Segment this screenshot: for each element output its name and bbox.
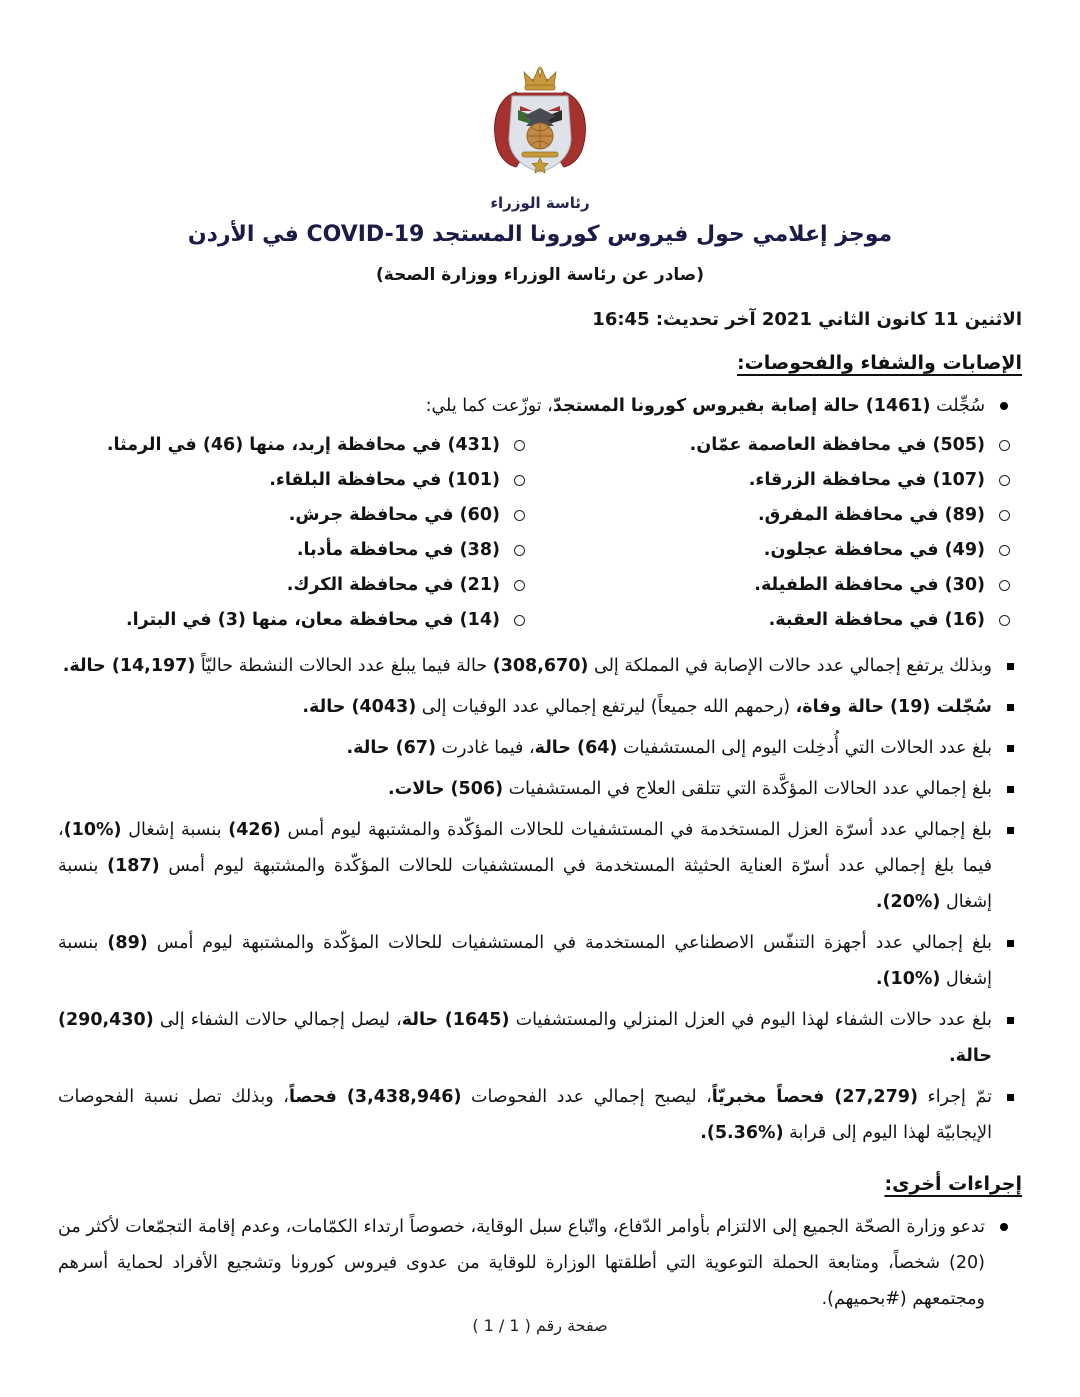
governorate-text: (89) في محافظة المفرق. — [757, 505, 985, 525]
governorate-item — [543, 568, 1022, 603]
date-line: الاثنين 11 كانون الثاني 2021 آخر تحديث: 16:45 — [592, 309, 1022, 330]
square-bullet-icon — [1007, 1094, 1014, 1101]
advisory-text: تدعو وزارة الصحّة الجميع إلى الالتزام بأوامر الدّفاع، واتّباع سبل الوقاية، خصوصاً ارتداء الكمّامات، وعدم إقامة التجمّعات لأكثر من (20) شخصاً، ومتابعة الحملة التوعوية التي أطلقتها الوزارة للوقاية من عدوى فيروس كورونا وتشجيع الأفراد لحماية أسرهم ومجتمعهم (#بحميهم). — [58, 1217, 985, 1309]
square-bullet-icon — [1007, 786, 1014, 793]
circle-bullet-icon — [514, 440, 525, 451]
governorate-text: (30) في محافظة الطفيلة. — [754, 575, 985, 595]
square-bullet-icon — [1007, 663, 1014, 670]
square-bullet-icon — [1007, 827, 1014, 834]
statistic-text: سُجّلت (19) حالة وفاة، (رحمهم الله جميعاً) ليرتفع إجمالي عدد الوفيات إلى (4043) حالة. — [302, 697, 992, 717]
governorate-text: (60) في محافظة جرش. — [288, 505, 500, 525]
intro-text: سُجِّلت (1461) حالة إصابة بفيروس كورونا المستجدّ، توزّعت كما يلي: — [425, 396, 985, 416]
statistic-text: بلغ إجمالي عدد الحالات المؤكَّدة التي تتلقى العلاج في المستشفيات (506) حالات. — [388, 779, 992, 799]
governorate-item — [543, 498, 1022, 533]
statistic-item — [58, 812, 1022, 920]
statistic-item — [58, 1002, 1022, 1074]
governorate-item — [58, 428, 537, 463]
disc-bullet-icon — [1000, 402, 1008, 410]
governorate-item — [58, 498, 537, 533]
page-footer: صفحة رقم ( 1 / 1 ) — [472, 1316, 608, 1335]
governorate-item — [543, 428, 1022, 463]
statistic-item — [58, 1079, 1022, 1151]
statistic-item — [58, 730, 1022, 766]
governorate-text: (14) في محافظة معان، منها (3) في البترا. — [125, 610, 500, 630]
square-bullet-icon — [1007, 704, 1014, 711]
square-bullet-icon — [1007, 1017, 1014, 1024]
statistic-item — [58, 771, 1022, 807]
disc-bullet-icon — [1000, 1223, 1008, 1231]
circle-bullet-icon — [514, 510, 525, 521]
governorate-list — [58, 428, 1022, 638]
governorate-item — [58, 603, 537, 638]
governorate-text: (505) في محافظة العاصمة عمّان. — [689, 435, 985, 455]
governorate-text: (107) في محافظة الزرقاء. — [748, 470, 985, 490]
logo-caption: رئاسة الوزراء — [490, 194, 590, 212]
governorate-text: (16) في محافظة العقبة. — [768, 610, 985, 630]
governorate-item — [58, 463, 537, 498]
governorate-item — [543, 603, 1022, 638]
governorate-item — [543, 463, 1022, 498]
document-subtitle: (صادر عن رئاسة الوزراء ووزارة الصحة) — [376, 265, 704, 285]
statistic-text: وبذلك يرتفع إجمالي عدد حالات الإصابة في المملكة إلى (308,670) حالة فيما يبلغ عدد الحالات النشطة حاليّاً (14,197) حالة. — [62, 656, 992, 676]
statistic-item — [58, 925, 1022, 997]
circle-bullet-icon — [999, 475, 1010, 486]
section-heading-other: إجراءات أخرى: — [884, 1173, 1022, 1195]
governorate-text: (431) في محافظة إربد، منها (46) في الرمثا. — [106, 435, 500, 455]
intro-bullet — [58, 388, 1022, 424]
governorate-text: (49) في محافظة عجلون. — [763, 540, 985, 560]
section-heading-cases: الإصابات والشفاء والفحوصات: — [737, 352, 1022, 374]
advisory-bullet — [58, 1209, 1022, 1317]
statistic-item — [58, 648, 1022, 684]
circle-bullet-icon — [999, 545, 1010, 556]
statistic-text: بلغ عدد الحالات التي أُدخِلت اليوم إلى المستشفيات (64) حالة، فيما غادرت (67) حالة. — [346, 738, 992, 758]
document-title: موجز إعلامي حول فيروس كورونا المستجد COVID-19 في الأردن — [187, 222, 893, 247]
statistic-item — [58, 689, 1022, 725]
governorate-text: (38) في محافظة مأدبا. — [296, 540, 500, 560]
statistic-text: بلغ عدد حالات الشفاء لهذا اليوم في العزل المنزلي والمستشفيات (1645) حالة، ليصل إجمالي حالات الشفاء إلى (290,430) حالة. — [58, 1010, 993, 1066]
circle-bullet-icon — [999, 440, 1010, 451]
statistics-list — [58, 648, 1022, 1151]
circle-bullet-icon — [514, 615, 525, 626]
header-logo — [58, 66, 1022, 212]
square-bullet-icon — [1007, 940, 1014, 947]
governorate-item — [58, 568, 537, 603]
governorate-item — [58, 533, 537, 568]
circle-bullet-icon — [514, 475, 525, 486]
statistic-text: تمّ إجراء (27,279) فحصاً مخبريّاً، ليصبح إجمالي عدد الفحوصات (3,438,946) فحصاً، وبذلك تصل نسبة الفحوصات الإيجابيّة لهذا اليوم إلى قرابة (%5.36). — [58, 1087, 992, 1143]
circle-bullet-icon — [999, 580, 1010, 591]
jordan-coat-of-arms-icon — [460, 66, 620, 188]
statistic-text: بلغ إجمالي عدد أجهزة التنفّس الاصطناعي المستخدمة في المستشفيات للحالات المؤكّدة والمشتبهة ليوم أمس (89) بنسبة إشغال (%10). — [58, 933, 992, 989]
circle-bullet-icon — [514, 545, 525, 556]
square-bullet-icon — [1007, 745, 1014, 752]
circle-bullet-icon — [514, 580, 525, 591]
governorate-item — [543, 533, 1022, 568]
circle-bullet-icon — [999, 510, 1010, 521]
circle-bullet-icon — [999, 615, 1010, 626]
governorate-text: (21) في محافظة الكرك. — [286, 575, 500, 595]
statistic-text: بلغ إجمالي عدد أسرّة العزل المستخدمة في المستشفيات للحالات المؤكّدة والمشتبهة ليوم أمس (426) بنسبة إشغال (%10)، فيما بلغ إجمالي عدد أسرّة العناية الحثيثة المستخدمة في المستشفيات للحالات المؤكّدة والمشتبهة ليوم أمس (187) بنسبة إشغال (%20). — [58, 820, 992, 912]
governorate-text: (101) في محافظة البلقاء. — [269, 470, 500, 490]
